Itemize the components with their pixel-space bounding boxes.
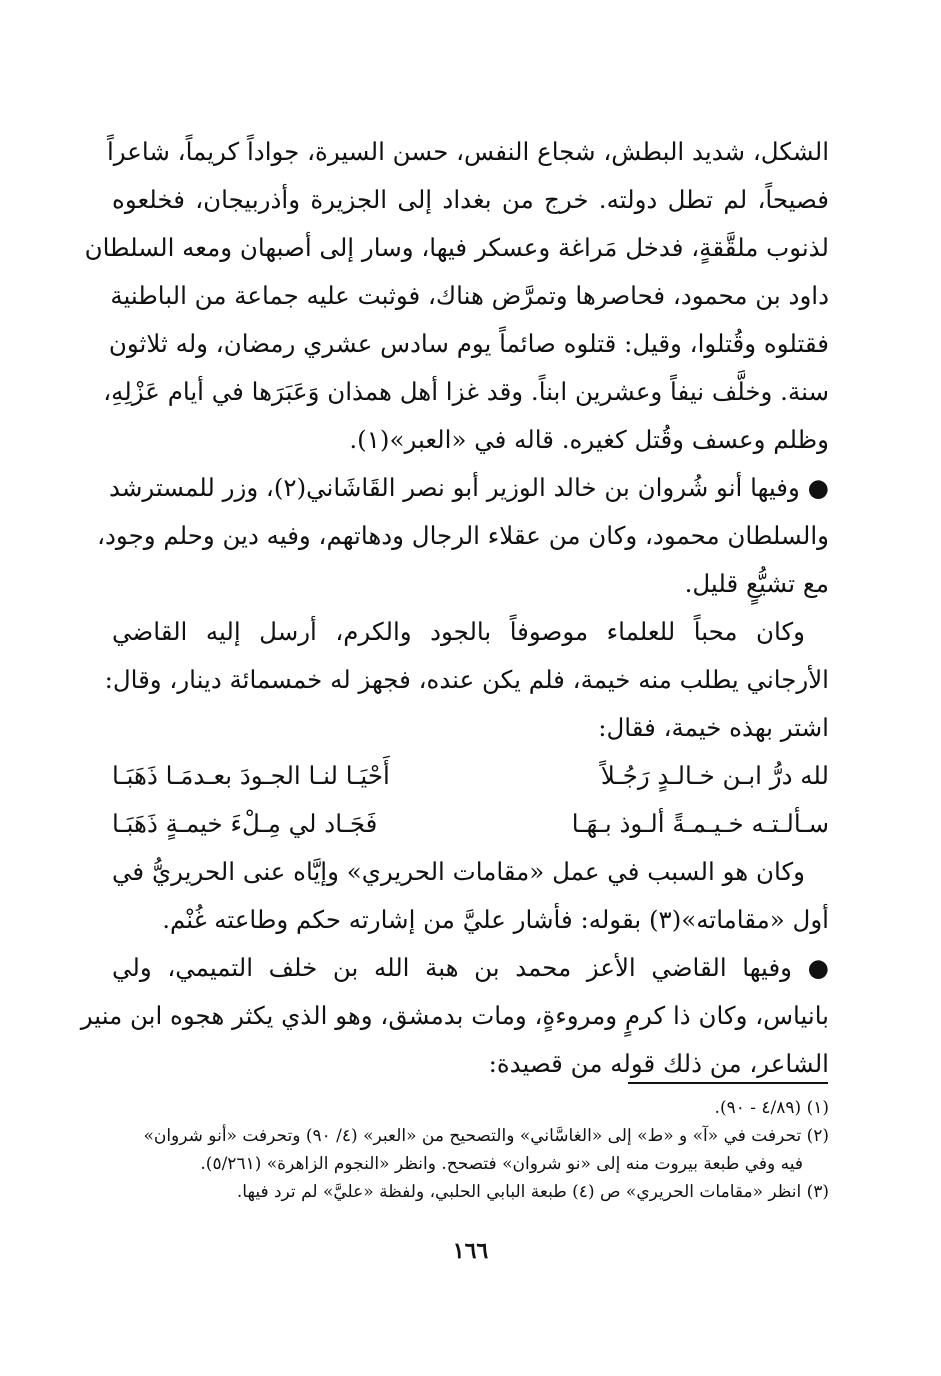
text-line: الأرجاني يطلب منه خيمة، فلم يكن عنده، فجهز له خمسمائة دينار، وقال: — [104, 665, 829, 694]
main-text — [80, 128, 829, 1088]
text-line: الشاعر، من ذلك قوله من قصيدة: — [488, 1049, 829, 1078]
text-line: ● وفيها القاضي الأعز محمد بن هبة الله بن خلف التميمي، ولي — [112, 953, 829, 982]
text-line: وظلم وعسف وقُتل كغيره. قاله في «العبر»(١). — [349, 425, 829, 454]
footnote: (٣) انظر «مقامات الحريري» ص (٤) طبعة البابي الحلبي، ولفظة «عليَّ» لم ترد فيها. — [236, 1182, 829, 1202]
verse-second-hemistich: أَحْيَـا لنـا الجـودَ بعـدمَـا ذَهَبَـا — [112, 761, 390, 790]
text-line: اشتر بهذه خيمة، فقال: — [598, 713, 829, 742]
footnotes — [112, 1094, 829, 1206]
text-line: بانياس، وكان ذا كرمٍ ومروءةٍ، ومات بدمشق، وهو الذي يكثر هجوه ابن منير — [80, 1001, 829, 1030]
text-line: وكان محباً للعلماء موصوفاً بالجود والكرم، أرسل إليه القاضي — [112, 617, 805, 646]
text-line: الشكل، شديد البطش، شجاع النفس، حسن السيرة، جواداً كريماً، شاعراً — [106, 137, 829, 166]
verse-first-hemistich: سـألـتـه خـيـمـةً ألـوذ بـهَـا — [571, 809, 829, 838]
poem-verse — [112, 752, 829, 800]
page-number: ١٦٦ — [452, 1238, 489, 1264]
text-line: لذنوب ملقَّقةٍ، فدخل مَراغة وعسكر فيها، وسار إلى أصبهان ومعه السلطان — [84, 233, 829, 262]
text-line: والسلطان محمود، وكان من عقلاء الرجال ودهاتهم، وفيه دين وحلم وجود، — [97, 521, 829, 550]
verse-first-hemistich: لله درُّ ابـن خـالـدٍ رَجُـلاً — [600, 761, 829, 790]
text-line: داود بن محمود، فحاصرها وتمرَّض هناك، فوثبت عليه جماعة من الباطنية — [110, 281, 829, 310]
text-line: سنة. وخلَّف نيفاً وعشرين ابناً. وقد غزا أهل همذان وَعَبَرَها في أيام عَزْلِهِ، — [103, 377, 829, 406]
poem-verse — [112, 800, 829, 848]
text-line: فصيحاً، لم تطل دولته. خرج من بغداد إلى الجزيرة وأذربيجان، فخلعوه — [112, 185, 829, 214]
footnote-separator — [628, 1082, 828, 1084]
text-line: وكان هو السبب في عمل «مقامات الحريري» وإيَّاه عنى الحريريُّ في — [112, 857, 805, 886]
text-line: فقتلوه وقُتلوا، وقيل: قتلوه صائماً يوم سادس عشري رمضان، وله ثلاثون — [108, 329, 829, 358]
text-line: ● وفيها أنو شُروان بن خالد الوزير أبو نصر القَاشَاني(٢)، وزر للمسترشد — [108, 473, 829, 502]
footnote: (١) (٤/٨٩ - ٩٠). — [714, 1098, 829, 1118]
text-line: مع تشيُّعٍ قليل. — [684, 569, 829, 598]
verse-second-hemistich: فَجَـاد لي مِـلْءَ خيمـةٍ ذَهَبَـا — [112, 809, 378, 838]
text-line: أول «مقاماته»(٣) بقوله: فأشار عليَّ من إشارته حكم وطاعته غُنْم. — [162, 905, 829, 934]
footnote: (٢) تحرفت في «آ» و «ط» إلى «الغاسَّاني» والتصحيح من «العبر» (٤/ ٩٠) وتحرفت «أنو شروان» — [143, 1126, 829, 1146]
footnote: فيه وفي طبعة بيروت منه إلى «نو شروان» فتصحح. وانظر «النجوم الزاهرة» (٥/٢٦١). — [200, 1154, 803, 1174]
